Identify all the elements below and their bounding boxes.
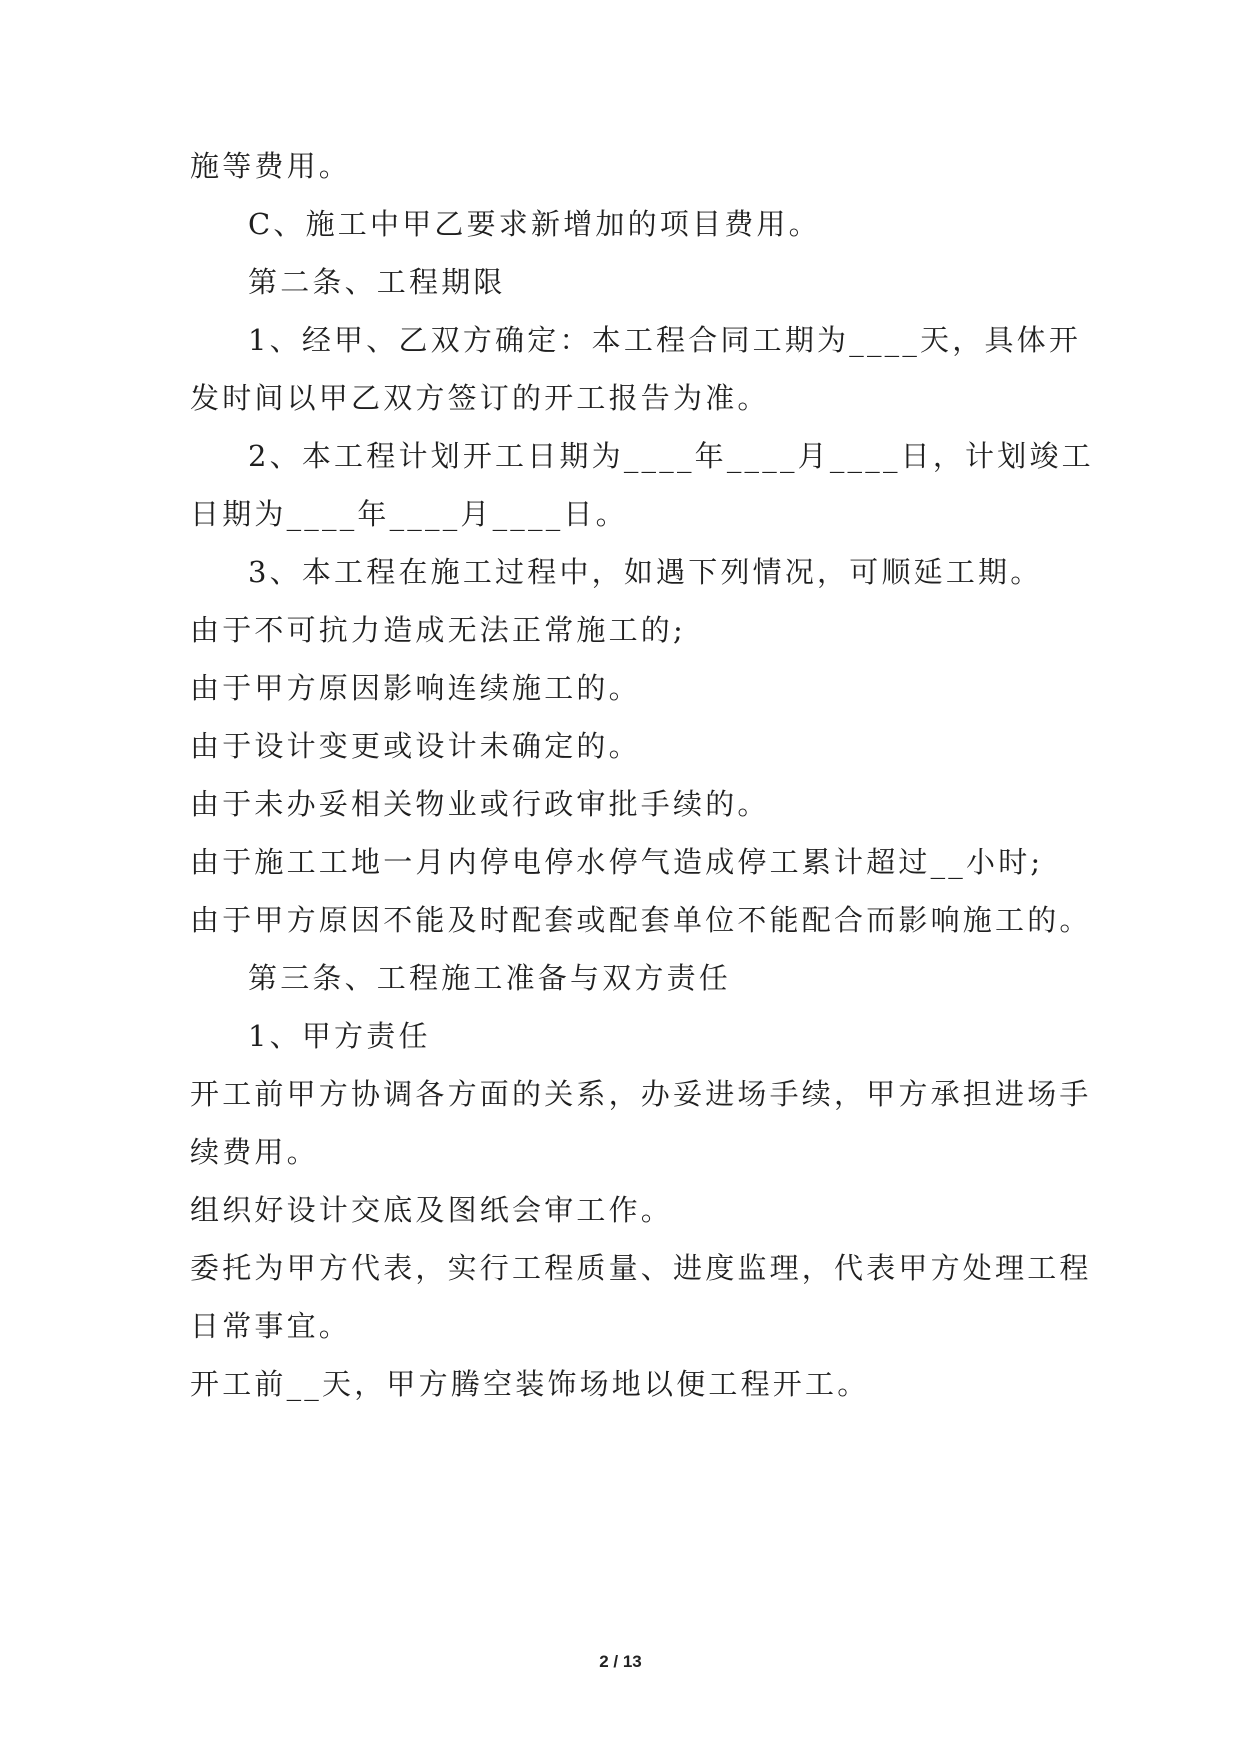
text-line: 日期为____年____月____日。 [190,497,628,531]
text-line: 发时间以甲乙双方签订的开工报告为准。 [190,381,770,415]
text-line: 2、本工程计划开工日期为____年____月____日，计划竣工 [248,439,1094,473]
list-item: 由于不可抗力造成无法正常施工的; [190,613,686,647]
text-line: 3、本工程在施工过程中，如遇下列情况，可顺延工期。 [248,555,1043,589]
text-line: 1、经甲、乙双方确定：本工程合同工期为____天，具体开 [248,323,1082,357]
list-item: 由于甲方原因不能及时配套或配套单位不能配合而影响施工的。 [190,903,1092,937]
list-item: 委托为甲方代表，实行工程质量、进度监理，代表甲方处理工程 [190,1251,1092,1285]
list-item: 由于设计变更或设计未确定的。 [190,729,641,763]
section-heading: 第二条、工程期限 [248,265,506,299]
text-line: 施等费用。 [190,149,352,183]
subsection-heading: 1、甲方责任 [248,1019,431,1053]
list-item: 开工前甲方协调各方面的关系，办妥进场手续，甲方承担进场手 [190,1077,1092,1111]
section-heading: 第三条、工程施工准备与双方责任 [248,961,732,995]
list-item: 由于甲方原因影响连续施工的。 [190,671,641,705]
text-line: 日常事宜。 [190,1309,352,1343]
list-item: 由于未办妥相关物业或行政审批手续的。 [190,787,770,821]
list-item: 由于施工工地一月内停电停水停气造成停工累计超过__小时; [190,845,1044,879]
text-line: 续费用。 [190,1135,319,1169]
page-number: 2 / 13 [599,1652,642,1671]
text-line: C、施工中甲乙要求新增加的项目费用。 [248,207,821,241]
list-item: 组织好设计交底及图纸会审工作。 [190,1193,674,1227]
list-item: 开工前__天，甲方腾空装饰场地以便工程开工。 [190,1367,870,1401]
